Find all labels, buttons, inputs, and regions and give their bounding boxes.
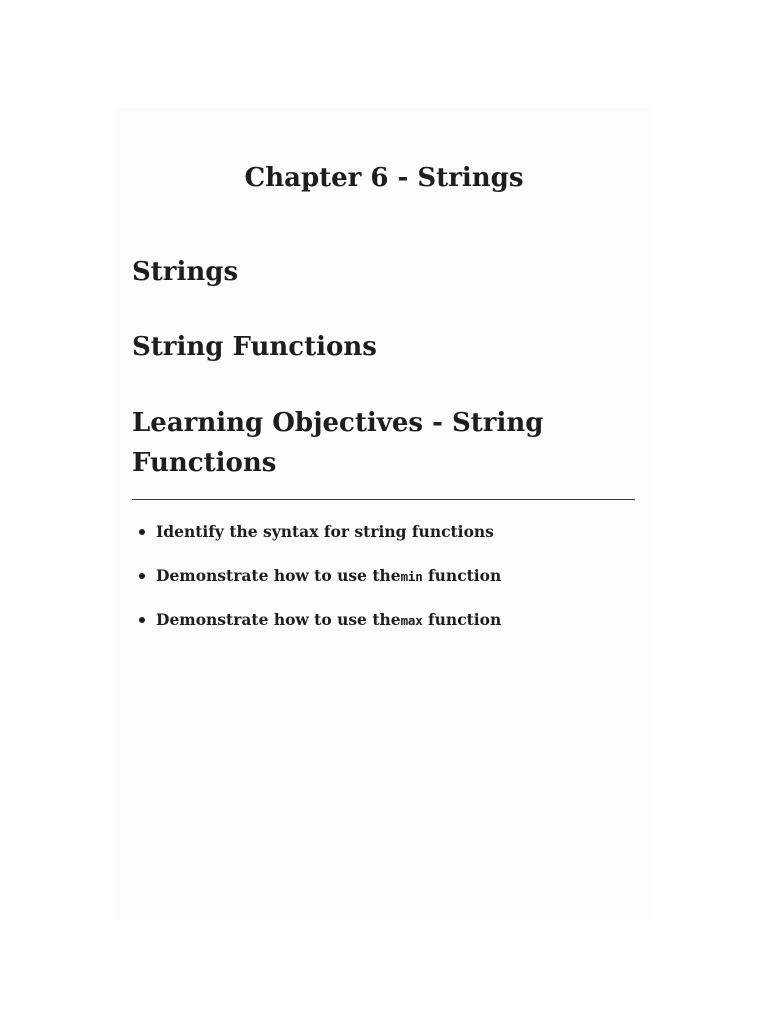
objective-text: Identify the syntax for string functions	[156, 522, 494, 541]
objective-text-after: function	[422, 610, 502, 629]
inline-code-min: min	[400, 569, 423, 584]
objective-item-max	[132, 608, 652, 652]
objective-text-before: Demonstrate how to use the	[156, 566, 401, 585]
document-page	[116, 108, 650, 920]
chapter-title: Chapter 6 - Strings	[244, 163, 524, 193]
heading-learning-objectives-line2: Functions	[132, 448, 277, 478]
bullet-icon	[139, 617, 145, 623]
heading-string-functions: String Functions	[132, 332, 377, 362]
bullet-icon	[139, 529, 145, 535]
heading-learning-objectives	[132, 403, 652, 483]
objective-text-before: Demonstrate how to use the	[156, 610, 401, 629]
objective-text-after: function	[422, 566, 502, 585]
objective-item-min	[132, 564, 652, 608]
inline-code-max: max	[400, 613, 423, 628]
heading-learning-objectives-line1: Learning Objectives - String	[132, 408, 544, 438]
bullet-icon	[139, 573, 145, 579]
section-divider	[132, 499, 635, 500]
heading-strings: Strings	[132, 257, 239, 287]
objective-item-syntax	[132, 520, 652, 564]
objectives-list	[132, 520, 652, 652]
